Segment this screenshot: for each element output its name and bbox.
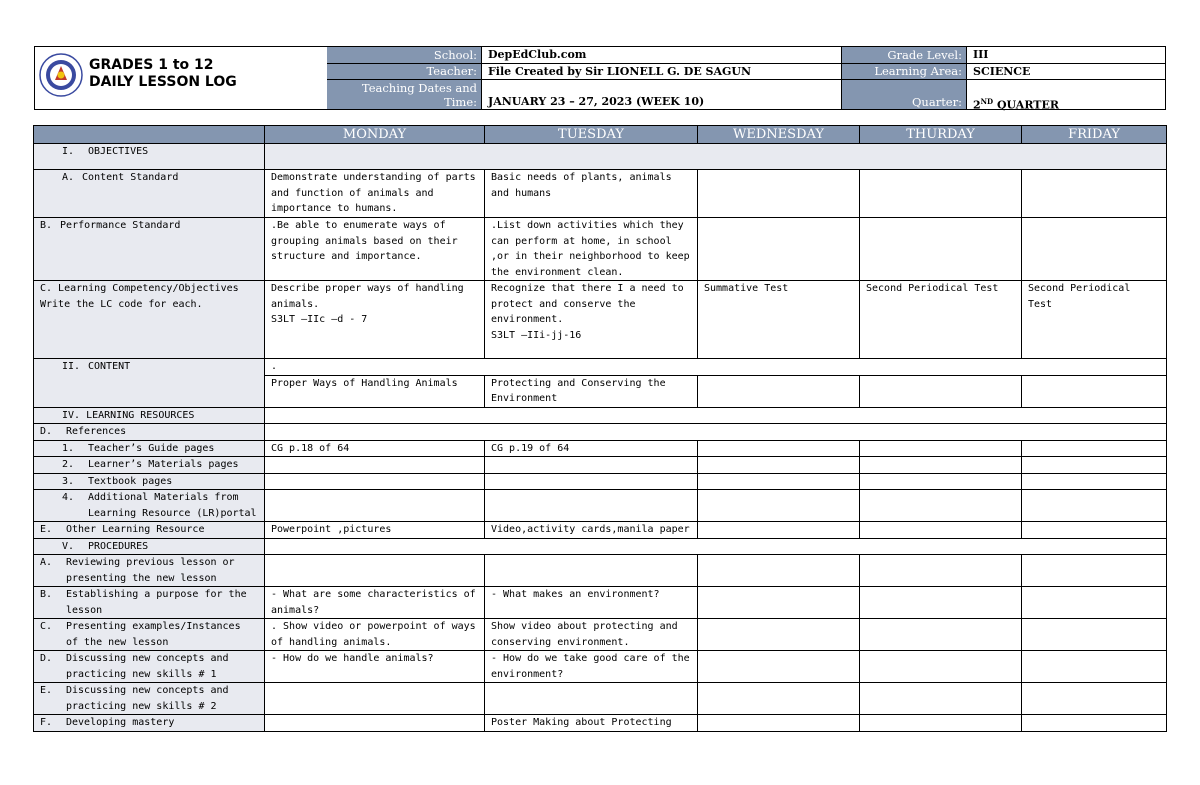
procedure-b-wednesday [698,587,860,619]
textbook-pages-monday [265,473,485,490]
procedure-e-thursday [860,683,1022,715]
learners-materials-thursday [860,457,1022,474]
additional-materials-friday [1022,490,1167,522]
teacher-value: File Created by Sir LIONELL G. DE SAGUN [482,64,842,79]
content-standard-thursday [860,170,1022,218]
procedure-e-tuesday [485,683,698,715]
content-standard-text: Content Standard [82,172,179,183]
procedure-a-friday [1022,555,1167,587]
textbook-pages-wednesday [698,473,860,490]
learning-area-label: Learning Area: [842,64,967,79]
header-info-grid [327,47,1165,112]
objectives-cell [265,144,1167,170]
procedure-a-tuesday [485,555,698,587]
header-title-line1: GRADES 1 to 12 [89,57,214,73]
performance-standard-thursday [860,218,1022,281]
learning-competency-text: C. Learning Competency/Objectives [40,283,239,294]
learners-materials-label [34,457,265,474]
procedure-c-row [34,619,1167,651]
learners-materials-wednesday [698,457,860,474]
competency-tuesday-code: S3LT –IIi-jj-16 [491,329,582,341]
header-title [89,57,237,91]
procedures-label [34,538,265,555]
textbook-pages-num: 3. [62,475,75,487]
learning-resources-label: IV. LEARNING RESOURCES [34,407,265,424]
teaching-dates-label [327,80,482,109]
content-standard-row [34,170,1167,218]
procedure-d-tuesday: - How do we take good care of the environment? [485,651,698,683]
teacher-label: Teacher: [327,64,482,79]
procedure-d-row [34,651,1167,683]
procedure-c-text: Presenting examples/Instances of the new lesson [66,621,241,648]
learners-materials-monday [265,457,485,474]
teachers-guide-wednesday [698,440,860,457]
blank-header-cell [34,126,265,144]
procedure-f-text: Developing mastery [66,717,175,728]
procedure-c-label [34,619,265,651]
procedure-e-monday [265,683,485,715]
competency-tuesday-text: Recognize that there I a need to protect and conserve the environment. [491,283,684,325]
teachers-guide-num: 1. [62,442,75,454]
procedure-a-text: Reviewing previous lesson or presenting the new lesson [66,557,235,584]
grade-level-label: Grade Level: [842,47,967,63]
procedures-row [34,538,1167,555]
other-resource-label [34,522,265,539]
performance-standard-label [34,218,265,281]
procedure-e-num: E. [40,685,53,696]
school-value: DepEdClub.com [482,47,842,63]
lesson-log-header [34,46,1166,110]
header-title-line2: DAILY LESSON LOG [89,74,237,90]
content-standard-monday: Demonstrate understanding of parts and function of animals and importance to humans. [265,170,485,218]
deped-seal-icon [39,53,83,97]
day-header-monday: MONDAY [265,126,485,144]
teachers-guide-row [34,440,1167,457]
content-num: II. [62,361,81,372]
procedures-cell [265,538,1167,555]
procedure-c-friday [1022,619,1167,651]
header-title-block [35,47,328,109]
content-wednesday [698,375,860,407]
day-header-row [34,126,1167,144]
performance-standard-wednesday [698,218,860,281]
procedure-d-text: Discussing new concepts and practicing new skills # 1 [66,653,229,680]
procedure-b-monday: - What are some characteristics of animals? [265,587,485,619]
objectives-text: OBJECTIVES [88,146,149,157]
procedure-b-thursday [860,587,1022,619]
performance-standard-tuesday: .List down activities which they can perform at home, in school ,or in their neighborhood to keep the environment clean. [485,218,698,281]
procedure-a-thursday [860,555,1022,587]
procedure-e-wednesday [698,683,860,715]
procedure-c-thursday [860,619,1022,651]
teachers-guide-tuesday: CG p.19 of 64 [485,440,698,457]
procedure-d-monday: - How do we handle animals? [265,651,485,683]
content-thursday [860,375,1022,407]
additional-materials-text: Additional Materials from Learning Resource (LR)portal [88,492,257,519]
procedures-text: PROCEDURES [88,540,149,552]
header-divider [327,63,1165,64]
content-friday [1022,375,1167,407]
quarter-label: Quarter: [842,80,967,109]
procedure-e-text: Discussing new concepts and practicing new skills # 2 [66,685,229,712]
other-resource-text: Other Learning Resource [66,524,205,535]
learning-resources-cell [265,407,1167,424]
content-standard-label [34,170,265,218]
textbook-pages-thursday [860,473,1022,490]
procedure-f-row [34,715,1167,732]
textbook-pages-text: Textbook pages [88,475,173,487]
learners-materials-text: Learner’s Materials pages [88,459,239,470]
day-header-wednesday: WEDNESDAY [698,126,860,144]
quarter-number: 2 [973,98,981,112]
procedure-f-tuesday: Poster Making about Protecting [485,715,698,732]
procedure-a-row [34,555,1167,587]
references-cell [265,424,1167,441]
procedure-e-friday [1022,683,1167,715]
procedure-a-wednesday [698,555,860,587]
performance-standard-text: Performance Standard [60,220,181,231]
content-text: CONTENT [88,361,131,372]
objectives-num: I. [62,146,75,157]
procedure-d-wednesday [698,651,860,683]
quarter-value [967,80,1165,112]
learners-materials-row [34,457,1167,474]
procedure-c-wednesday [698,619,860,651]
procedure-f-monday [265,715,485,732]
other-resource-tuesday: Video,activity cards,manila paper [485,522,698,539]
competency-monday-code: S3LT –IIc –d - 7 [271,314,368,325]
procedure-f-label [34,715,265,732]
learning-competency-monday [265,281,485,359]
procedure-d-friday [1022,651,1167,683]
quarter-word: QUARTER [993,98,1059,112]
procedures-num: V. [62,540,75,552]
additional-materials-num: 4. [62,492,75,503]
content-standard-wednesday [698,170,860,218]
learning-area-value: SCIENCE [973,65,1031,78]
procedure-c-monday: . Show video or powerpoint of ways of handling animals. [265,619,485,651]
other-resource-monday: Powerpoint ,pictures [265,522,485,539]
competency-friday: Second Periodical Test [1022,281,1167,359]
performance-standard-friday [1022,218,1167,281]
content-monday: Proper Ways of Handling Animals [265,375,485,407]
learning-competency-row [34,281,1167,359]
procedure-d-thursday [860,651,1022,683]
competency-wednesday: Summative Test [698,281,860,359]
performance-standard-row [34,218,1167,281]
teachers-guide-friday [1022,440,1167,457]
procedure-b-row [34,587,1167,619]
procedure-b-text: Establishing a purpose for the lesson [66,589,247,616]
procedure-f-thursday [860,715,1022,732]
additional-materials-wednesday [698,490,860,522]
textbook-pages-row [34,473,1167,490]
procedure-e-row [34,683,1167,715]
procedure-a-label [34,555,265,587]
header-divider [327,79,1165,80]
procedure-c-num: C. [40,621,53,632]
learners-materials-friday [1022,457,1167,474]
learners-materials-tuesday [485,457,698,474]
competency-monday-text: Describe proper ways of handling animals. [271,283,464,310]
day-header-thursday: THURDAY [860,126,1022,144]
content-standard-num: A. [62,172,75,183]
additional-materials-thursday [860,490,1022,522]
teaching-dates-value: JANUARY 23 – 27, 2023 (WEEK 10) [482,80,842,109]
procedure-f-wednesday [698,715,860,732]
competency-thursday: Second Periodical Test [860,281,1022,359]
procedure-c-tuesday: Show video about protecting and conserving environment. [485,619,698,651]
learners-materials-num: 2. [62,459,75,470]
quarter-ordinal: ND [980,97,994,106]
teachers-guide-text: Teacher’s Guide pages [88,442,215,454]
other-resource-num: E. [40,524,53,535]
content-label [34,359,265,408]
teachers-guide-monday: CG p.18 of 64 [265,440,485,457]
procedure-d-num: D. [40,653,53,664]
procedure-f-friday [1022,715,1167,732]
other-resource-thursday [860,522,1022,539]
other-resource-friday [1022,522,1167,539]
objectives-row [34,144,1167,170]
procedure-b-label [34,587,265,619]
additional-materials-monday [265,490,485,522]
lc-code-instruction: Write the LC code for each. [40,298,203,310]
references-label [34,424,265,441]
content-row [34,359,1167,376]
objectives-label [34,144,265,170]
teaching-dates-label-line2: Time: [444,95,477,109]
procedure-b-tuesday: - What makes an environment? [485,587,698,619]
day-header-tuesday: TUESDAY [485,126,698,144]
other-resource-wednesday [698,522,860,539]
references-text: References [66,426,127,437]
additional-materials-row [34,490,1167,522]
performance-standard-monday: .Be able to enumerate ways of grouping animals based on their structure and importance. [265,218,485,281]
references-num: D. [40,426,53,437]
content-standard-friday [1022,170,1167,218]
teachers-guide-label [34,440,265,457]
content-tuesday: Protecting and Conserving the Environment [485,375,698,407]
procedure-f-num: F. [40,717,53,728]
learning-resources-row [34,407,1167,424]
day-header-friday: FRIDAY [1022,126,1167,144]
content-dot-cell: . [265,359,1167,376]
teachers-guide-thursday [860,440,1022,457]
school-label: School: [327,47,482,63]
other-resource-row [34,522,1167,539]
procedure-b-num: B. [40,589,53,600]
procedure-d-label [34,651,265,683]
textbook-pages-label [34,473,265,490]
textbook-pages-friday [1022,473,1167,490]
learning-competency-label [34,281,265,359]
additional-materials-tuesday [485,490,698,522]
procedure-a-num: A. [40,557,53,568]
performance-standard-num: B. [40,220,53,231]
references-row [34,424,1167,441]
grade-level-value: III [973,48,989,61]
teaching-dates-label-line1: Teaching Dates and [361,81,477,95]
procedure-a-monday [265,555,485,587]
learning-competency-tuesday [485,281,698,359]
procedure-e-label [34,683,265,715]
additional-materials-label [34,490,265,522]
content-standard-tuesday: Basic needs of plants, animals and humans [485,170,698,218]
daily-lesson-log-table [33,125,1167,732]
procedure-b-friday [1022,587,1167,619]
textbook-pages-tuesday [485,473,698,490]
